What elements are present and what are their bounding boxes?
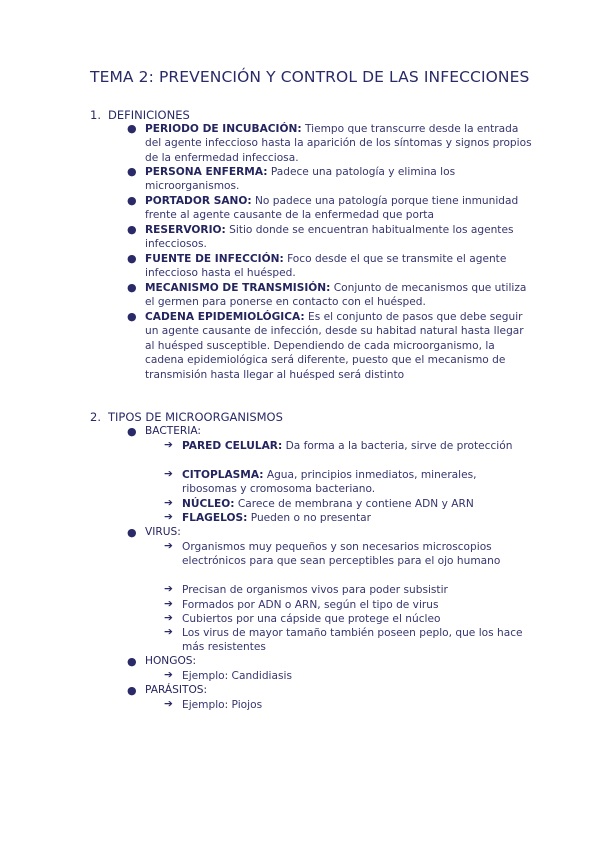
list-item: PARED CELULAR: Da forma a la bacteria, sirve de protección xyxy=(182,440,513,452)
arrow-icon: ➔ xyxy=(164,468,173,480)
section-number: 2. xyxy=(90,410,101,424)
category-hongos: HONGOS: xyxy=(145,655,197,667)
section-title: DEFINICIONES xyxy=(108,108,190,122)
list-item: CITOPLASMA: Agua, principios inmediatos, minerales, ribosomas y cromosoma bacteriano. xyxy=(182,469,477,496)
list-item: FLAGELOS: Pueden o no presentar xyxy=(182,512,372,524)
bullet-icon: ● xyxy=(127,526,137,539)
list-item: Ejemplo: Piojos xyxy=(182,699,263,711)
list-item: Ejemplo: Candidiasis xyxy=(182,670,292,682)
bullet-icon: ● xyxy=(127,281,137,294)
list-item: Formados por ADN o ARN, según el tipo de virus xyxy=(182,599,439,611)
list-item: Los virus de mayor tamaño también poseen peplo, que los hace más resistentes xyxy=(182,627,523,654)
bullet-icon: ● xyxy=(127,223,137,236)
arrow-icon: ➔ xyxy=(164,669,173,681)
list-item: RESERVORIO: Sitio donde se encuentran habitualmente los agentes infecciosos. xyxy=(145,224,514,251)
list-item: PERSONA ENFERMA: Padece una patología y elimina los microorganismos. xyxy=(145,166,456,193)
bullet-icon: ● xyxy=(127,165,137,178)
section-number: 1. xyxy=(90,108,101,122)
arrow-icon: ➔ xyxy=(164,612,173,624)
list-item: FUENTE DE INFECCIÓN: Foco desde el que se transmite el agente infeccioso hasta el huésped. xyxy=(145,253,507,280)
list-item: Precisan de organismos vivos para poder subsistir xyxy=(182,584,448,596)
category-bacteria: BACTERIA: xyxy=(145,425,202,437)
list-item: Organismos muy pequeños y son necesarios microscopios electrónicos para que sean perceptibles para el ojo humano xyxy=(182,541,501,568)
bullet-icon: ● xyxy=(127,310,137,323)
bullet-icon: ● xyxy=(127,122,137,135)
arrow-icon: ➔ xyxy=(164,439,173,451)
arrow-icon: ➔ xyxy=(164,583,173,595)
list-item: NÚCLEO: Carece de membrana y contiene ADN y ARN xyxy=(182,498,474,510)
arrow-icon: ➔ xyxy=(164,698,173,710)
list-item: Cubiertos por una cápside que protege el núcleo xyxy=(182,613,441,625)
arrow-icon: ➔ xyxy=(164,540,173,552)
category-parasitos: PARÁSITOS: xyxy=(145,684,208,696)
bullet-icon: ● xyxy=(127,194,137,207)
list-item: MECANISMO DE TRANSMISIÓN: Conjunto de mecanismos que utiliza el germen para ponerse en contacto con el huésped. xyxy=(145,282,527,309)
bullet-icon: ● xyxy=(127,252,137,265)
list-item: PERIODO DE INCUBACIÓN: Tiempo que transcurre desde la entrada del agente infeccioso hasta la aparición de los síntomas y signos propios de la enfermedad infecciosa. xyxy=(145,123,532,164)
section-heading-definiciones xyxy=(90,108,190,122)
bullet-icon: ● xyxy=(127,684,137,697)
list-item: CADENA EPIDEMIOLÓGICA: Es el conjunto de pasos que debe seguir un agente causante de infección, desde su habitad natural hasta llegar al huésped susceptible. Dependiendo de cada microorganismo, la cadena epidemiológica será diferente, puesto que el mecanismo de transmisión hasta llegar al huésped será distinto xyxy=(145,311,524,381)
bullet-icon: ● xyxy=(127,425,137,438)
arrow-icon: ➔ xyxy=(164,497,173,509)
section-title: TIPOS DE MICROORGANISMOS xyxy=(108,410,283,424)
list-item: PORTADOR SANO: No padece una patología porque tiene inmunidad frente al agente causante de la enfermedad que porta xyxy=(145,195,519,222)
section-heading-tipos xyxy=(90,410,283,424)
arrow-icon: ➔ xyxy=(164,511,173,523)
arrow-icon: ➔ xyxy=(164,598,173,610)
arrow-icon: ➔ xyxy=(164,626,173,638)
page-title: TEMA 2: PREVENCIÓN Y CONTROL DE LAS INFECCIONES xyxy=(90,68,530,86)
bullet-icon: ● xyxy=(127,655,137,668)
category-virus: VIRUS: xyxy=(145,526,181,538)
